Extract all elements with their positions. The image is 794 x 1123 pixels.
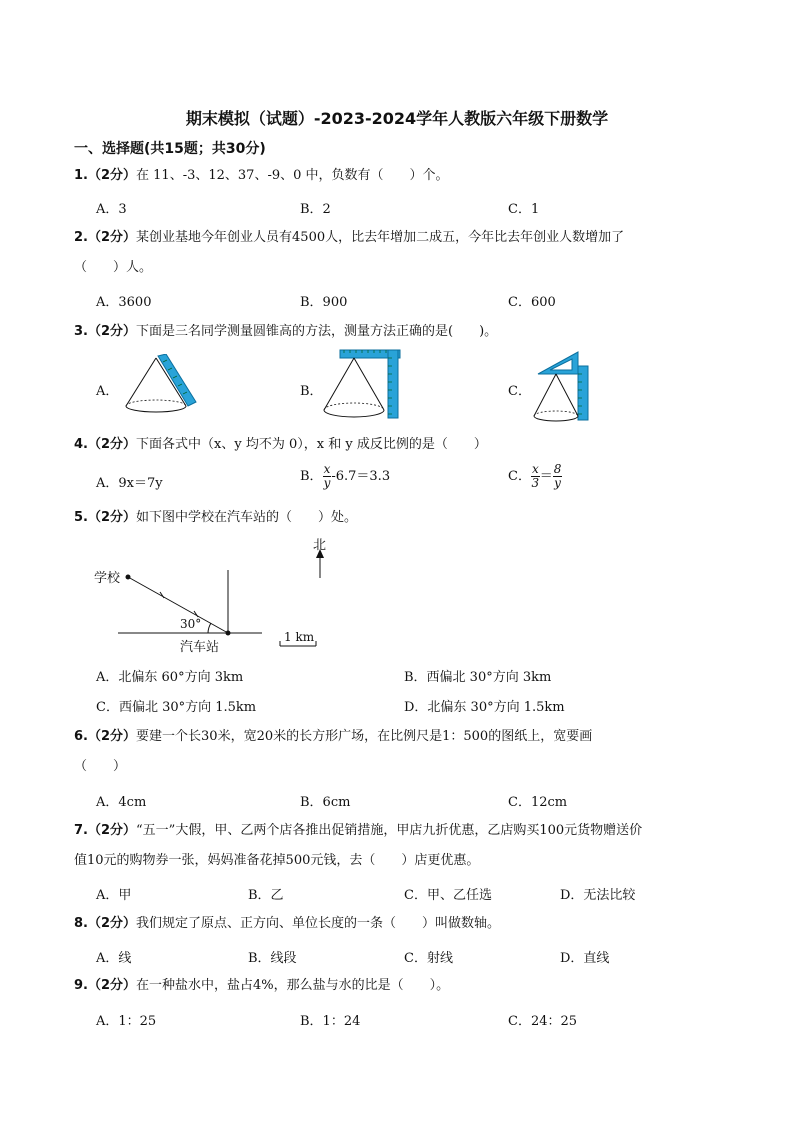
option-c[interactable]: C．24：25: [508, 1014, 578, 1029]
angle-label: 30°: [180, 617, 202, 631]
question-4: [74, 429, 487, 460]
option-c[interactable]: C．12cm: [508, 795, 568, 810]
option-label: B．: [300, 469, 323, 484]
question-points: （2分）: [87, 916, 137, 931]
option-c[interactable]: C．西偏北 30°方向 1.5km: [96, 700, 257, 715]
equation-tail: -6.7＝3.3: [331, 469, 391, 484]
question-number: 5.: [74, 510, 88, 525]
question-7: [74, 815, 642, 846]
option-c[interactable]: C．: [508, 384, 531, 399]
question-7-continued: 值10元的购物券一张，妈妈准备花掉500元钱，去（ ）店更优惠。: [74, 853, 480, 868]
option-label: C．: [508, 469, 531, 484]
question-points: （2分）: [87, 324, 137, 339]
question-text: 下面是三名同学测量圆锥高的方法，测量方法正确的是( )。: [136, 324, 498, 339]
option-b[interactable]: B．1：24: [300, 1014, 361, 1029]
north-label: 北: [313, 538, 327, 553]
option-a[interactable]: A．线: [96, 951, 132, 966]
question-text: “五一”大假，甲、乙两个店各推出促销措施，甲店九折优惠，乙店购买100元货物赠送价: [136, 823, 643, 838]
option-a[interactable]: A．3: [96, 202, 127, 217]
question-number: 3.: [74, 324, 88, 339]
cone-ruler-b-image[interactable]: [320, 348, 404, 422]
option-c[interactable]: C．1: [508, 202, 540, 217]
option-a[interactable]: A．4cm: [96, 795, 147, 810]
question-number: 7.: [74, 823, 88, 838]
option-a[interactable]: A．: [96, 384, 119, 399]
question-points: （2分）: [87, 437, 137, 452]
option-a[interactable]: A．北偏东 60°方向 3km: [96, 670, 244, 685]
question-5: [74, 502, 357, 533]
scale-label: 1 km: [284, 630, 315, 644]
option-b[interactable]: B．: [300, 384, 323, 399]
option-c[interactable]: C．600: [508, 295, 556, 310]
question-text: 在一种盐水中，盐占4%，那么盐与水的比是（ ）。: [136, 978, 450, 993]
question-number: 6.: [74, 729, 88, 744]
option-b[interactable]: B．900: [300, 295, 348, 310]
question-text: 下面各式中（x、y 均不为 0），x 和 y 成反比例的是（ ）: [136, 437, 487, 452]
option-b[interactable]: B．乙: [248, 888, 284, 903]
question-number: 4.: [74, 437, 88, 452]
option-a[interactable]: A．1：25: [96, 1014, 157, 1029]
question-8: [74, 908, 500, 939]
question-number: 9.: [74, 978, 88, 993]
option-b[interactable]: B．6cm: [300, 795, 351, 810]
question-points: （2分）: [87, 230, 137, 245]
option-b[interactable]: B．线段: [248, 951, 297, 966]
question-6-continued: （ ）: [74, 759, 127, 774]
question-number: 2.: [74, 230, 88, 245]
question-points: （2分）: [87, 168, 137, 183]
question-3: [74, 316, 497, 347]
fraction: $\frac{x}{3}$: [531, 462, 540, 490]
option-c[interactable]: C．射线: [404, 951, 453, 966]
question-points: （2分）: [87, 510, 137, 525]
school-label: 学校: [94, 571, 121, 586]
question-9: [74, 970, 449, 1001]
option-d[interactable]: D．直线: [560, 951, 610, 966]
option-a[interactable]: A．9x＝7y: [96, 476, 163, 491]
fraction: $\frac{x}{y}$: [323, 462, 331, 490]
question-text: 要建一个长30米，宽20米的长方形广场，在比例尺是1：500的图纸上，宽要画: [136, 729, 593, 744]
cone-ruler-a-image[interactable]: [118, 354, 198, 416]
question-6: [74, 721, 592, 752]
question-text: 我们规定了原点、正方向、单位长度的一条（ ）叫做数轴。: [136, 916, 501, 931]
option-a[interactable]: A．3600: [96, 295, 152, 310]
station-label: 汽车站: [180, 640, 220, 655]
question-2-continued: （ ）人。: [74, 260, 153, 275]
option-d[interactable]: D．北偏东 30°方向 1.5km: [404, 700, 565, 715]
option-c[interactable]: C． $\frac{x}{3}$ ＝ $\frac{8}{y}$: [508, 462, 562, 490]
question-points: （2分）: [87, 729, 137, 744]
page-title: 期末模拟（试题）-2023-2024学年人教版六年级下册数学: [185, 109, 609, 128]
option-b[interactable]: B．2: [300, 202, 331, 217]
question-number: 8.: [74, 916, 88, 931]
question-text: 在 11、-3、12、37、-9、0 中，负数有（ ）个。: [136, 168, 449, 183]
question-points: （2分）: [87, 823, 137, 838]
option-c[interactable]: C．甲、乙任选: [404, 888, 492, 903]
question-text: 如下图中学校在汽车站的（ ）处。: [136, 510, 358, 525]
option-d[interactable]: D．无法比较: [560, 888, 636, 903]
question-points: （2分）: [87, 978, 137, 993]
option-a[interactable]: A．甲: [96, 888, 132, 903]
question-2: [74, 222, 624, 253]
section-title: 一、选择题(共15题；共30分): [74, 141, 266, 157]
cone-ruler-c-image[interactable]: [530, 350, 594, 424]
question-number: 1.: [74, 168, 88, 183]
fraction: $\frac{8}{y}$: [553, 462, 562, 490]
option-b[interactable]: [300, 463, 390, 490]
question-text: 某创业基地今年创业人员有4500人，比去年增加二成五，今年比去年创业人数增加了: [136, 230, 625, 245]
option-b[interactable]: B．西偏北 30°方向 3km: [404, 670, 552, 685]
question-1: [74, 160, 449, 191]
